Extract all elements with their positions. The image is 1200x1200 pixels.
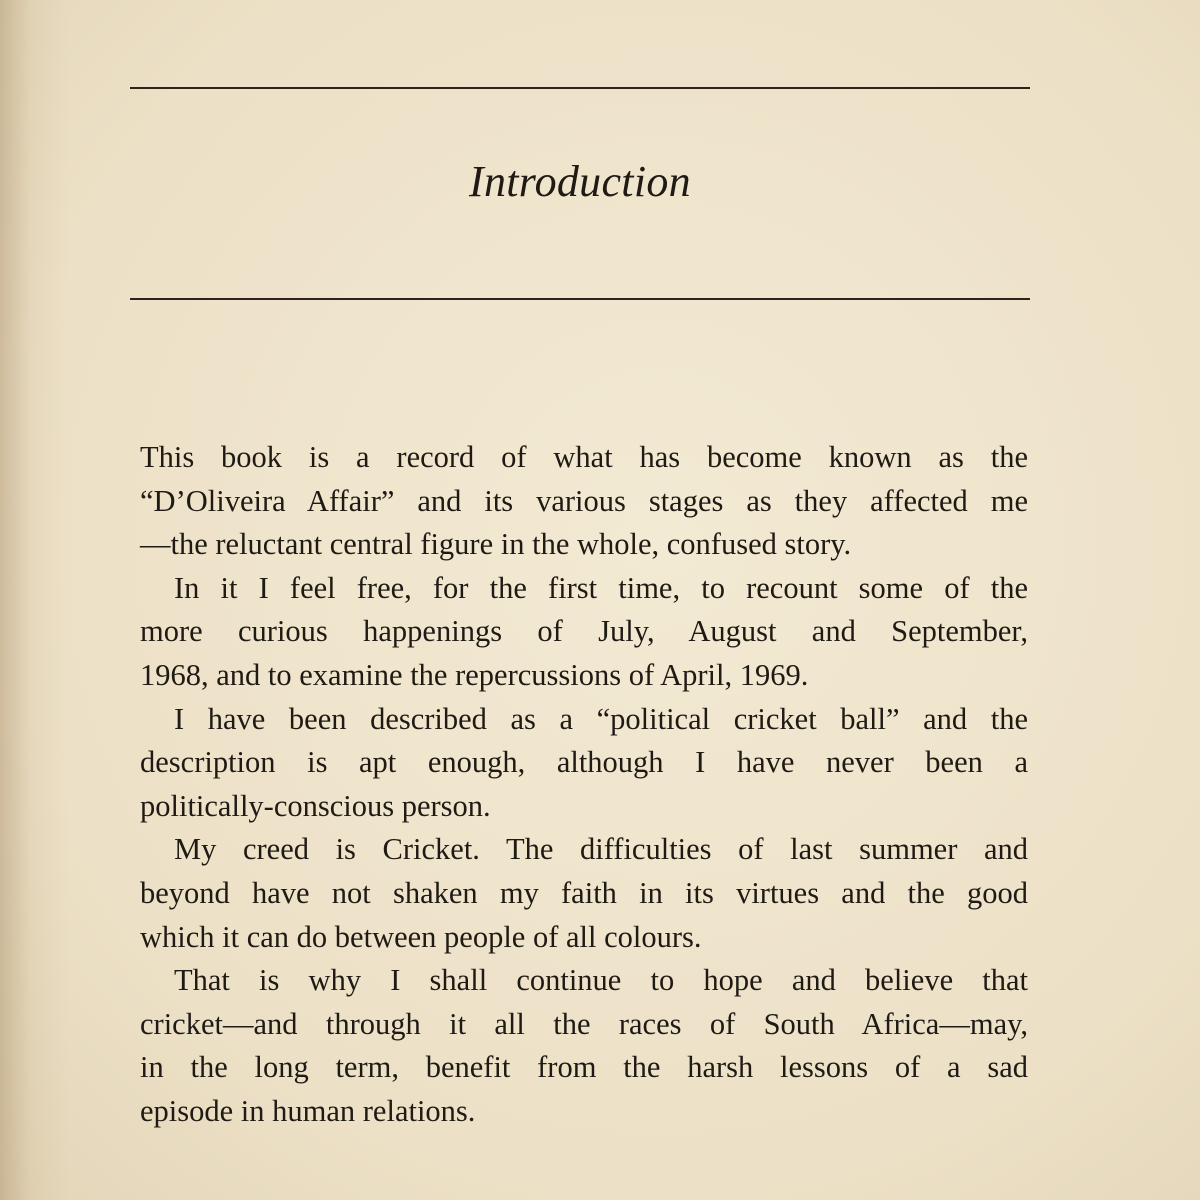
text-line: description is apt enough, although I have never been a bbox=[140, 745, 1028, 780]
text-line: episode in human relations. bbox=[140, 1093, 476, 1128]
text-line: That is why I shall continue to hope and believe that bbox=[174, 963, 1028, 998]
body-text bbox=[140, 436, 1028, 1134]
text-line: in the long term, benefit from the harsh lessons of a sad bbox=[140, 1050, 1028, 1085]
text-line: which it can do between people of all colours. bbox=[140, 919, 702, 954]
text-line: 1968, and to examine the repercussions of April, 1969. bbox=[140, 657, 809, 692]
paragraph bbox=[140, 828, 1028, 959]
bottom-rule bbox=[130, 298, 1030, 300]
paragraph bbox=[140, 436, 1028, 567]
text-line: —the reluctant central figure in the whole, confused story. bbox=[140, 527, 852, 562]
paragraph bbox=[140, 567, 1028, 698]
text-line: “D’Oliveira Affair” and its various stages as they affected me bbox=[140, 483, 1028, 518]
text-line: In it I feel free, for the first time, to recount some of the bbox=[174, 570, 1028, 605]
text-line: cricket—and through it all the races of South Africa—may, bbox=[140, 1006, 1028, 1041]
text-line: politically-conscious person. bbox=[140, 788, 491, 823]
chapter-title: Introduction bbox=[469, 157, 691, 206]
text-line: beyond have not shaken my faith in its virtues and the good bbox=[140, 875, 1028, 910]
text-line: I have been described as a “political cricket ball” and the bbox=[174, 701, 1028, 736]
paragraph bbox=[140, 959, 1028, 1133]
paragraph bbox=[140, 698, 1028, 829]
text-line: This book is a record of what has become known as the bbox=[140, 440, 1028, 474]
text-line: more curious happenings of July, August and September, bbox=[140, 614, 1028, 649]
text-line: My creed is Cricket. The difficulties of last summer and bbox=[174, 832, 1028, 867]
top-rule bbox=[130, 87, 1030, 89]
